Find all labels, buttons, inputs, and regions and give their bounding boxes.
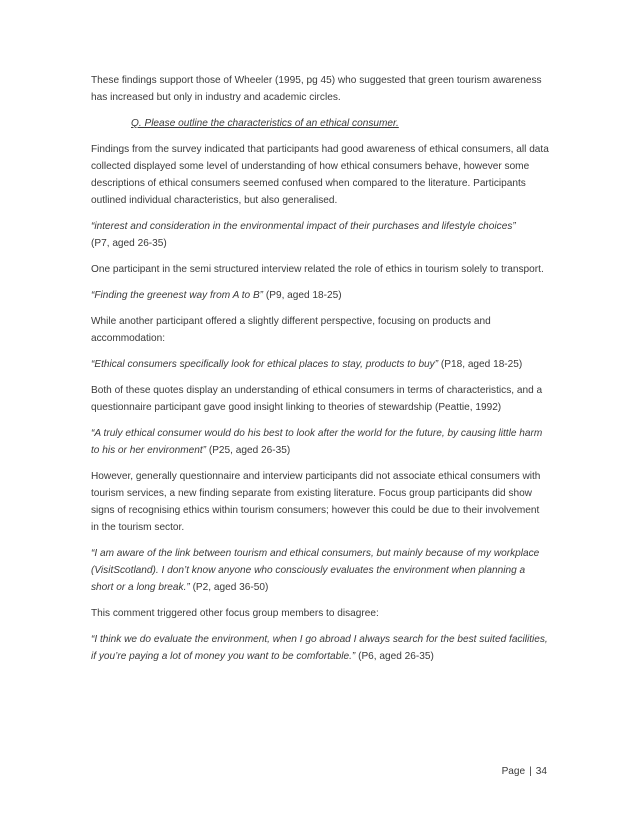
quote-text: “interest and consideration in the environmental impact of their purchases and lifestyle choices” <box>91 221 516 232</box>
paragraph-disagree: This comment triggered other focus group members to disagree: <box>91 608 379 619</box>
paragraph-wheeler: These findings support those of Wheeler (1995, pg 45) who suggested that green tourism awareness has increased but only in industry and academic circles. <box>91 75 542 103</box>
paragraph-survey-findings: Findings from the survey indicated that participants had good awareness of ethical consumers, all data collected displayed some level of understanding of how ethical consumers behave, however some descriptions of ethical consumers seemed confused when compared to the literature. Participants outlined individual characteristics, but also generalised. <box>91 144 549 206</box>
page-number: 34 <box>535 766 547 777</box>
quote-text: “I think we do evaluate the environment, when I go abroad I always search for the best suited facilities, if you’re paying a lot of money you want to be comfortable.” <box>91 634 548 662</box>
quote-p25 <box>91 425 549 459</box>
page-label: Page <box>501 766 526 777</box>
quote-text: “A truly ethical consumer would do his best to look after the world for the future, by causing little harm to his or her environment” <box>91 428 543 456</box>
quote-p7 <box>91 218 549 252</box>
quote-p6 <box>91 631 549 665</box>
page-content <box>91 72 549 674</box>
quote-text: “Finding the greenest way from A to B” <box>91 290 264 301</box>
quote-citation: (P2, aged 36-50) <box>192 582 269 593</box>
quote-p9 <box>91 287 549 304</box>
quote-p2 <box>91 545 549 596</box>
paragraph-transport: One participant in the semi structured interview related the role of ethics in tourism solely to transport. <box>91 264 544 275</box>
quote-text: “Ethical consumers specifically look for ethical places to stay, products to buy” <box>91 359 439 370</box>
paragraph-tourism-services: However, generally questionnaire and interview participants did not associate ethical consumers with tourism services, a new finding separate from existing literature. Focus group participants did show signs of recognising ethics within tourism consumers; however this could be due to their involvement in the tourism sector. <box>91 471 541 533</box>
quote-p18 <box>91 356 549 373</box>
paragraph-stewardship: Both of these quotes display an understanding of ethical consumers in terms of characteristics, and a questionnaire participant gave good insight linking to theories of stewardship (Peattie, 1992) <box>91 385 543 413</box>
quote-citation: (P25, aged 26-35) <box>208 445 291 456</box>
footer-separator: | <box>529 766 532 777</box>
quote-text: “I am aware of the link between tourism and ethical consumers, but mainly because of my workplace (VisitScotland). I don’t know anyone who consciously evaluates the environment when planning a short or a long break.” <box>91 548 540 593</box>
question-heading: Q. Please outline the characteristics of an ethical consumer. <box>131 118 399 129</box>
paragraph-perspective: While another participant offered a slightly different perspective, focusing on products and accommodation: <box>91 316 491 344</box>
quote-citation: (P6, aged 26-35) <box>358 651 434 662</box>
page-footer <box>502 766 547 777</box>
quote-citation: (P18, aged 18-25) <box>440 359 523 370</box>
quote-citation: (P7, aged 26-35) <box>91 238 167 249</box>
quote-citation: (P9, aged 18-25) <box>265 290 342 301</box>
